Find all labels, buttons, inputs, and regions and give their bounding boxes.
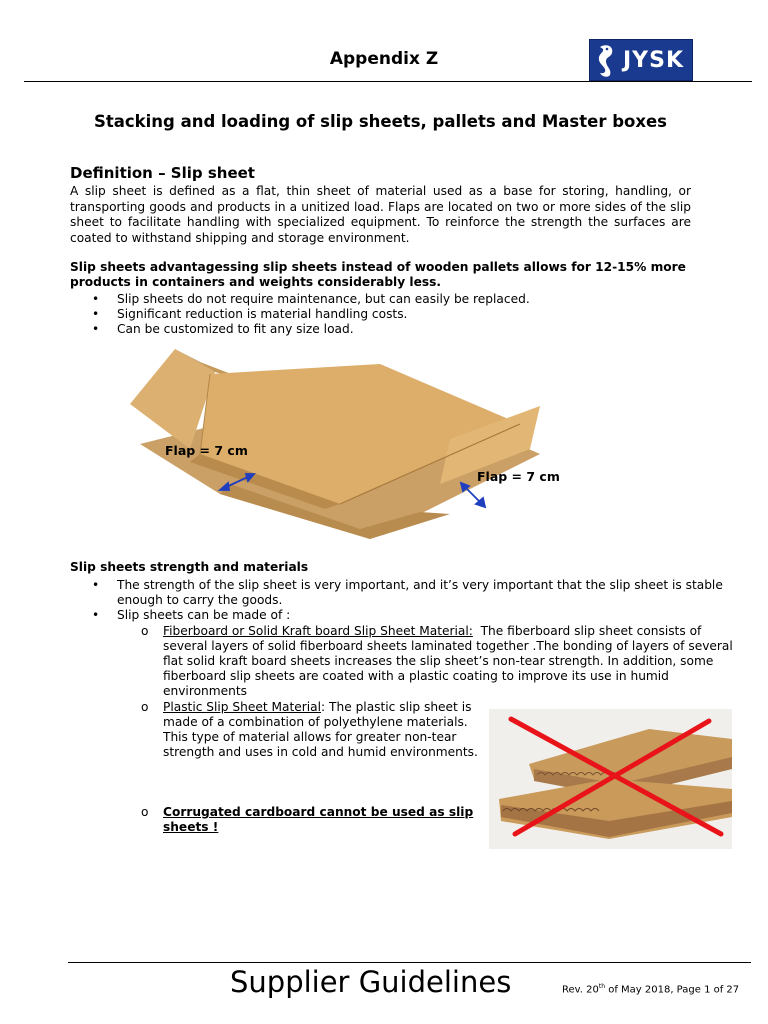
footer-divider — [68, 962, 751, 963]
footer-title: Supplier Guidelines — [230, 965, 512, 999]
corrugated-cardboard-photo — [489, 709, 732, 849]
header-divider — [24, 81, 752, 82]
fiberboard-text: The fiberboard slip sheet consists of several layers of solid fiberboard sheets laminated together .The bonding of layers of several flat solid kraft board sheets increases the slip sheet’s non-tear strength. In addition, some fiberboard slip sheets are coated with a plastic coating to improve its use in humid environments — [163, 624, 733, 698]
document-title: Stacking and loading of slip sheets, pallets and Master boxes — [93, 112, 668, 131]
advantages-list — [70, 292, 530, 337]
flap-label-right: Flap = 7 cm — [477, 469, 560, 484]
corrugated-warning: Corrugated cardboard cannot be used as slip sheets ! — [163, 805, 474, 834]
jysk-logo — [589, 39, 693, 81]
revision-info: Rev. 20th of May 2018, Page 1 of 27 — [562, 983, 740, 996]
list-item: • The strength of the slip sheet is very important, and it’s very important that the slip sheet is stable enough to carry the goods. — [92, 578, 723, 607]
strength-heading: Slip sheets strength and materials — [70, 560, 309, 574]
list-item: • Slip sheets do not require maintenance, but can easily be replaced. — [92, 292, 530, 306]
plastic-item: o Plastic Slip Sheet Material: The plastic slip sheet is made of a combination of polyethylene materials. This type of material allows for greater non-tear strength and uses in cold and humid environments. — [141, 700, 478, 759]
list-item: • Slip sheets can be made of : — [92, 608, 291, 622]
fiberboard-title: Fiberboard or Solid Kraft board Slip Sheet Material: — [163, 624, 473, 638]
definition-heading: Definition – Slip sheet — [70, 164, 255, 182]
appendix-title: Appendix Z — [329, 49, 439, 69]
logo-text: JYSK — [622, 47, 684, 73]
bird-logo-icon — [594, 43, 620, 79]
definition-paragraph: A slip sheet is defined as a flat, thin sheet of material used as a base for storing, handling, or transporting goods and products in a unitized load. Flaps are located on two or more sides of the slip sheet to facilitate handling with specialized equipment. To reinforce the strength the surfaces are coated to withstand shipping and storage environment. — [70, 184, 691, 245]
list-item: • Significant reduction is material handling costs. — [92, 307, 408, 321]
advantages-paragraph: Slip sheets advantagessing slip sheets instead of wooden pallets allows for 12-15% more products in containers and weights considerably less. — [70, 260, 686, 289]
list-item: • Can be customized to fit any size load. — [92, 322, 354, 336]
plastic-text: : The plastic slip sheet is made of a combination of polyethylene materials. This type of material allows for greater non-tear strength and uses in cold and humid environments. — [163, 700, 478, 759]
fiberboard-item: o Fiberboard or Solid Kraft board Slip Sheet Material: The fiberboard slip sheet consists of several layers of solid fiberboard sheets laminated together .The bonding of layers of several flat solid kraft board sheets increases the slip sheet’s non-tear strength. In addition, some fiberboard slip sheets are coated with a plastic coating to improve its use in humid environments — [141, 624, 733, 698]
strength-list — [70, 578, 740, 623]
corrugated-item: o Corrugated cardboard cannot be used as slip sheets ! — [141, 805, 474, 834]
plastic-title: Plastic Slip Sheet Material — [163, 700, 322, 714]
flap-label-left: Flap = 7 cm — [165, 443, 248, 458]
